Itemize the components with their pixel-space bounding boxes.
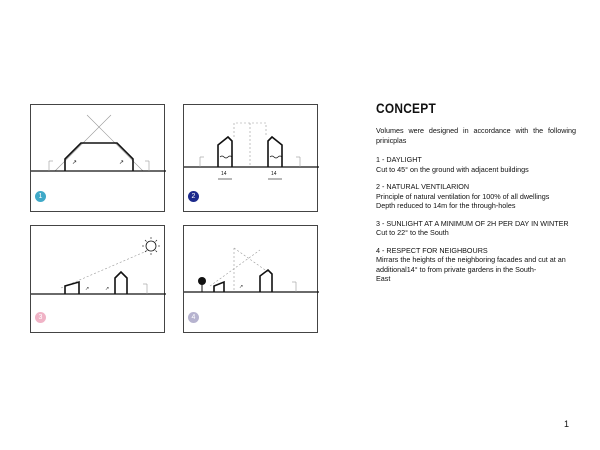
building-low (214, 282, 224, 292)
diagram-number-badge: 2 (188, 191, 199, 202)
sun-angle-right-icon: ↗ (119, 160, 125, 166)
building-left (218, 137, 232, 167)
section-line: East (376, 274, 391, 283)
diagram-respect-neighbours (183, 225, 318, 333)
section-line: Principle of natural ventilation for 100% of all dwellings (376, 191, 550, 201)
airflow-right-icon (270, 156, 282, 158)
airflow-left-icon (220, 156, 232, 158)
section-line: Cut to 22° to the South (376, 228, 449, 237)
concept-intro: Volumes were designed in accordance with the following prinicplas (376, 126, 576, 145)
sun-angle-left-icon: ↗ (72, 160, 78, 166)
diagram-natural-ventilation (183, 104, 318, 212)
section-heading: 2 - NATURAL VENTILARION (376, 182, 470, 191)
building-right (268, 137, 282, 167)
section-heading: 1 - DAYLIGHT (376, 155, 422, 164)
section-line: Depth reduced to 14m for the through-holes (376, 201, 516, 210)
sun-ray-line (61, 250, 149, 288)
diagram-number-badge: 1 (35, 191, 46, 202)
ventilation-drawing (184, 105, 319, 213)
concept-section-neighbours (376, 246, 576, 284)
building-low (65, 282, 79, 294)
daylight-drawing (31, 105, 166, 213)
tree-icon (198, 277, 206, 285)
sun-angle-icon: ↗ (85, 286, 90, 292)
building-high (115, 272, 127, 294)
diagram-number-badge: 4 (188, 312, 199, 323)
removed-volume-outline (234, 123, 266, 137)
cut-angle-line (210, 250, 260, 286)
concept-section-sunlight (376, 219, 576, 238)
concept-title: CONCEPT (376, 100, 436, 116)
section-line: Mirrars the heights of the neighboring facades and cut at an additional14° to from private gardens in the South- (376, 255, 566, 274)
sun-angle-icon: ↗ (239, 284, 244, 290)
section-line: Cut to 45° on the ground with adjacent buildings (376, 164, 529, 174)
concept-section-daylight (376, 155, 576, 174)
concept-text-block (376, 100, 576, 292)
building-high (260, 270, 272, 292)
sun-angle-icon-2: ↗ (105, 286, 110, 292)
neighbours-drawing (184, 226, 319, 334)
section-heading: 4 - RESPECT FOR NEIGHBOURS (376, 245, 488, 255)
sunlight-drawing (31, 226, 166, 334)
page-number: 1 (564, 419, 570, 429)
building-outline (65, 143, 133, 171)
sun-icon (146, 241, 156, 251)
diagram-sunlight (30, 225, 165, 333)
concept-section-ventilation (376, 182, 576, 211)
section-heading: 3 - SUNLIGHT AT A MINIMUM OF 2H PER DAY IN WINTER (376, 218, 569, 228)
diagram-number-badge: 3 (35, 312, 46, 323)
diagram-daylight (30, 104, 165, 212)
dimension-label-left: 14 (221, 171, 227, 177)
dimension-label-right: 14 (271, 171, 277, 177)
